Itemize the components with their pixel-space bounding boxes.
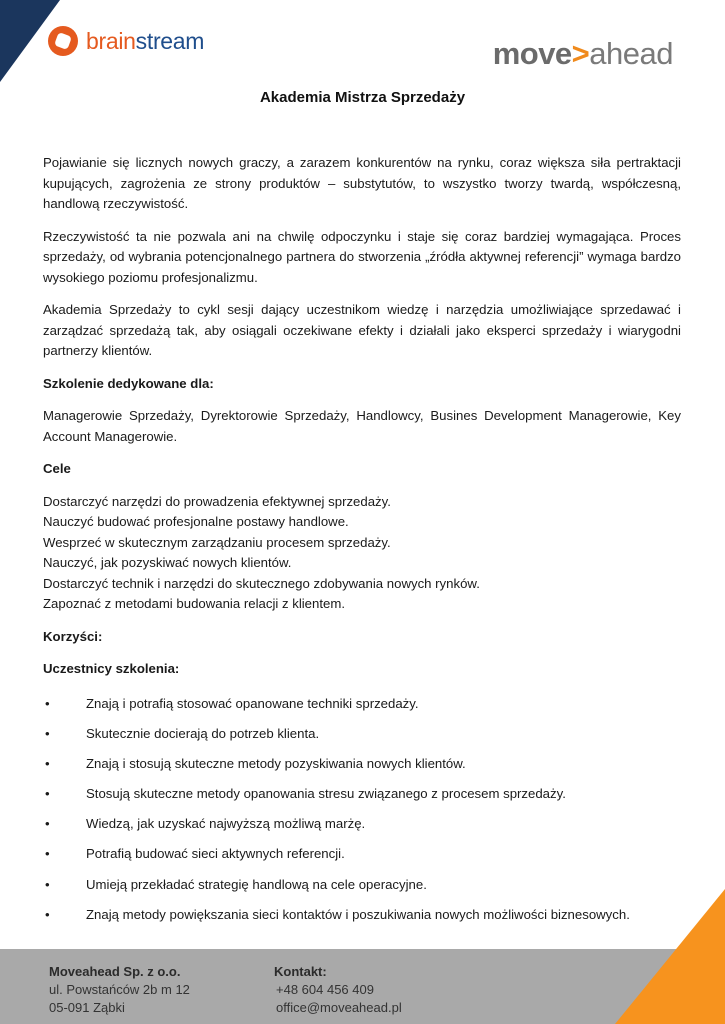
moveahead-logo-move: move (492, 36, 572, 71)
moveahead-logo-ahead: ahead (589, 36, 673, 71)
corner-decoration-bottom-right (615, 889, 725, 1024)
bullet-icon: • (45, 786, 50, 802)
dedicated-heading: Szkolenie dedykowane dla: (43, 375, 214, 391)
benefit-item: • Potrafią budować sieci aktywnych referencji. (43, 844, 681, 865)
moveahead-logo-arrow-icon: > (571, 36, 590, 71)
brainstream-logo-text: brainstream (86, 27, 205, 54)
goal-item: Nauczyć, jak pozyskiwać nowych klientów. (43, 555, 292, 570)
dedicated-text: Managerowie Sprzedaży, Dyrektorowie Sprzedaży, Handlowcy, Busines Development Managerowie, Key Account Managerowie. (43, 408, 681, 444)
footer-company-name: Moveahead Sp. z o.o. (49, 964, 181, 979)
footer-phone: +48 604 456 409 (276, 982, 374, 997)
moveahead-logo (493, 36, 673, 72)
document-title: Akademia Mistrza Sprzedaży (259, 89, 466, 106)
bullet-icon: • (45, 876, 50, 892)
footer-city: 05-091 Ząbki (49, 1000, 125, 1015)
bullet-icon: • (45, 816, 50, 832)
bullet-icon: • (45, 846, 50, 862)
document-body (43, 153, 681, 935)
intro-paragraph-2: Rzeczywistość ta nie pozwala ani na chwilę odpoczynku i staje się coraz bardziej wymagająca. Proces sprzedaży, od wybrania potencjonalnego partnera do stworzenia „źródła aktywnej referencji” wymaga bardzo wysokiego poziomu profesjonalizmu. (43, 228, 681, 285)
goals-list (43, 492, 681, 615)
goal-item: Wesprzeć w skutecznym zarządzaniu procesem sprzedaży. (43, 534, 391, 550)
goal-item: Dostarczyć technik i narzędzi do skutecznego zdobywania nowych rynków. (43, 575, 480, 591)
benefit-item: • Znają i stosują skuteczne metody pozyskiwania nowych klientów. (43, 754, 681, 775)
footer-contact-label: Kontakt: (274, 964, 327, 979)
benefits-heading: Korzyści: (43, 628, 103, 644)
benefits-list (43, 694, 681, 926)
goal-item: Dostarczyć narzędzi do prowadzenia efektywnej sprzedaży. (43, 493, 391, 509)
benefit-item: • Znają metody powiększania sieci kontaktów i poszukiwania nowych możliwości biznesowych. (43, 905, 681, 926)
bullet-icon: • (45, 906, 50, 922)
footer-email[interactable]: office@moveahead.pl (276, 1000, 402, 1015)
intro-paragraph-3: Akademia Sprzedaży to cykl sesji dający uczestnikom wiedzę i narzędzia umożliwiające sprzedawać i zarządzać sprzedażą tak, aby osiągali oczekiwane efekty i działali jako eksperci sprzedaży i wiarygodni partnerzy klientów. (43, 302, 681, 358)
participants-heading: Uczestnicy szkolenia: (43, 661, 180, 676)
benefit-item: • Umieją przekładać strategię handlową na cele operacyjne. (43, 875, 681, 896)
goal-item: Zapoznać z metodami budowania relacji z klientem. (43, 596, 345, 611)
footer-street: ul. Powstańców 2b m 12 (49, 982, 190, 997)
bullet-icon: • (45, 725, 50, 741)
brainstream-logo-icon (48, 26, 78, 56)
goal-item: Nauczyć budować profesjonalne postawy handlowe. (43, 514, 349, 529)
footer-company-block (49, 963, 190, 1017)
benefit-item: • Skutecznie docierają do potrzeb klienta. (43, 724, 681, 745)
footer-contact-block (274, 963, 402, 1017)
benefit-item: • Wiedzą, jak uzyskać najwyższą możliwą marżę. (43, 814, 681, 835)
goals-heading: Cele (43, 461, 71, 476)
benefit-item: • Stosują skuteczne metody opanowania stresu związanego z procesem sprzedaży. (43, 784, 681, 805)
bullet-icon: • (45, 755, 50, 771)
intro-paragraph-1: Pojawianie się licznych nowych graczy, a zarazem konkurentów na rynku, coraz większa siła pertraktacji kupujących, zagrożenia ze strony produktów – substytutów, to wszystko tworzy twardą, współczesną, handlową rzeczywistość. (43, 155, 681, 211)
bullet-icon: • (45, 695, 50, 711)
benefit-item: • Znają i potrafią stosować opanowane techniki sprzedaży. (43, 694, 681, 715)
brainstream-logo (48, 26, 204, 56)
